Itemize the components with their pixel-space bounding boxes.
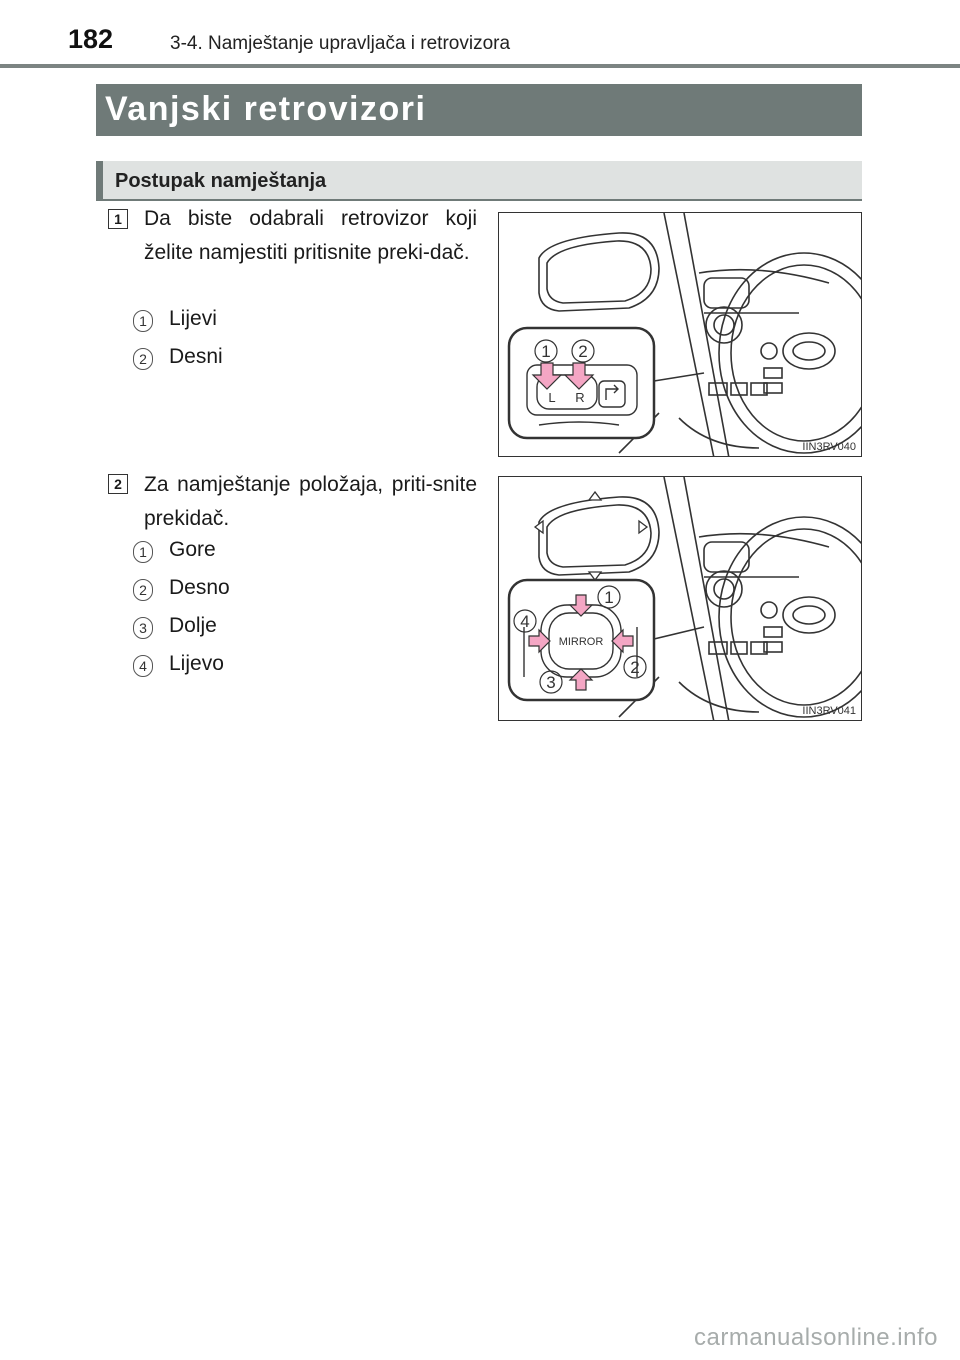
subsection-bar <box>96 161 862 201</box>
switch-label-r: R <box>575 390 585 405</box>
section-title: Vanjski retrovizori <box>105 90 427 128</box>
callout-1: 1 <box>541 342 551 361</box>
mirror-select-illustration <box>499 213 862 457</box>
callout-1: 1 <box>604 588 614 607</box>
item-number: 3 <box>133 617 153 639</box>
mirror-adjust-illustration <box>499 477 862 721</box>
step-2-text: Za namještanje položaja, priti-snite prekidač. <box>144 473 477 530</box>
item-number: 1 <box>133 310 153 332</box>
item-number: 2 <box>133 348 153 370</box>
step-1-text: Da biste odabrali retrovizor koji želite namjestiti pritisnite preki-dač. <box>144 207 477 264</box>
switch-label-l: L <box>548 390 556 405</box>
item-label: Dolje <box>169 614 217 637</box>
step-2-number: 2 <box>108 474 128 494</box>
subsection-accent <box>96 161 103 199</box>
item-label: Lijevi <box>169 307 217 330</box>
item-label: Desni <box>169 345 223 368</box>
callout-3: 3 <box>546 673 556 692</box>
item-number: 2 <box>133 579 153 601</box>
callout-2: 2 <box>630 658 640 677</box>
item-label: Desno <box>169 576 230 599</box>
item-number: 4 <box>133 655 153 677</box>
mirror-switch-label: MIRROR <box>558 636 604 648</box>
step-1-number: 1 <box>108 209 128 229</box>
item-label: Lijevo <box>169 652 224 675</box>
figure-code: IIN3RV040 <box>802 441 856 453</box>
callout-2: 2 <box>578 342 588 361</box>
subsection-title: Postupak namještanja <box>115 170 327 192</box>
callout-4: 4 <box>520 612 530 631</box>
page-number: 182 <box>68 24 114 54</box>
running-head: 3-4. Namještanje upravljača i retrovizora <box>170 33 511 54</box>
header-rule <box>0 64 960 68</box>
item-label: Gore <box>169 538 216 561</box>
item-number: 1 <box>133 541 153 563</box>
figure-mirror-select <box>498 212 862 457</box>
section-title-bar <box>96 84 862 136</box>
figure-mirror-adjust <box>498 476 862 721</box>
figure-code: IIN3RV041 <box>802 705 856 717</box>
watermark: carmanualsonline.info <box>694 1324 938 1351</box>
